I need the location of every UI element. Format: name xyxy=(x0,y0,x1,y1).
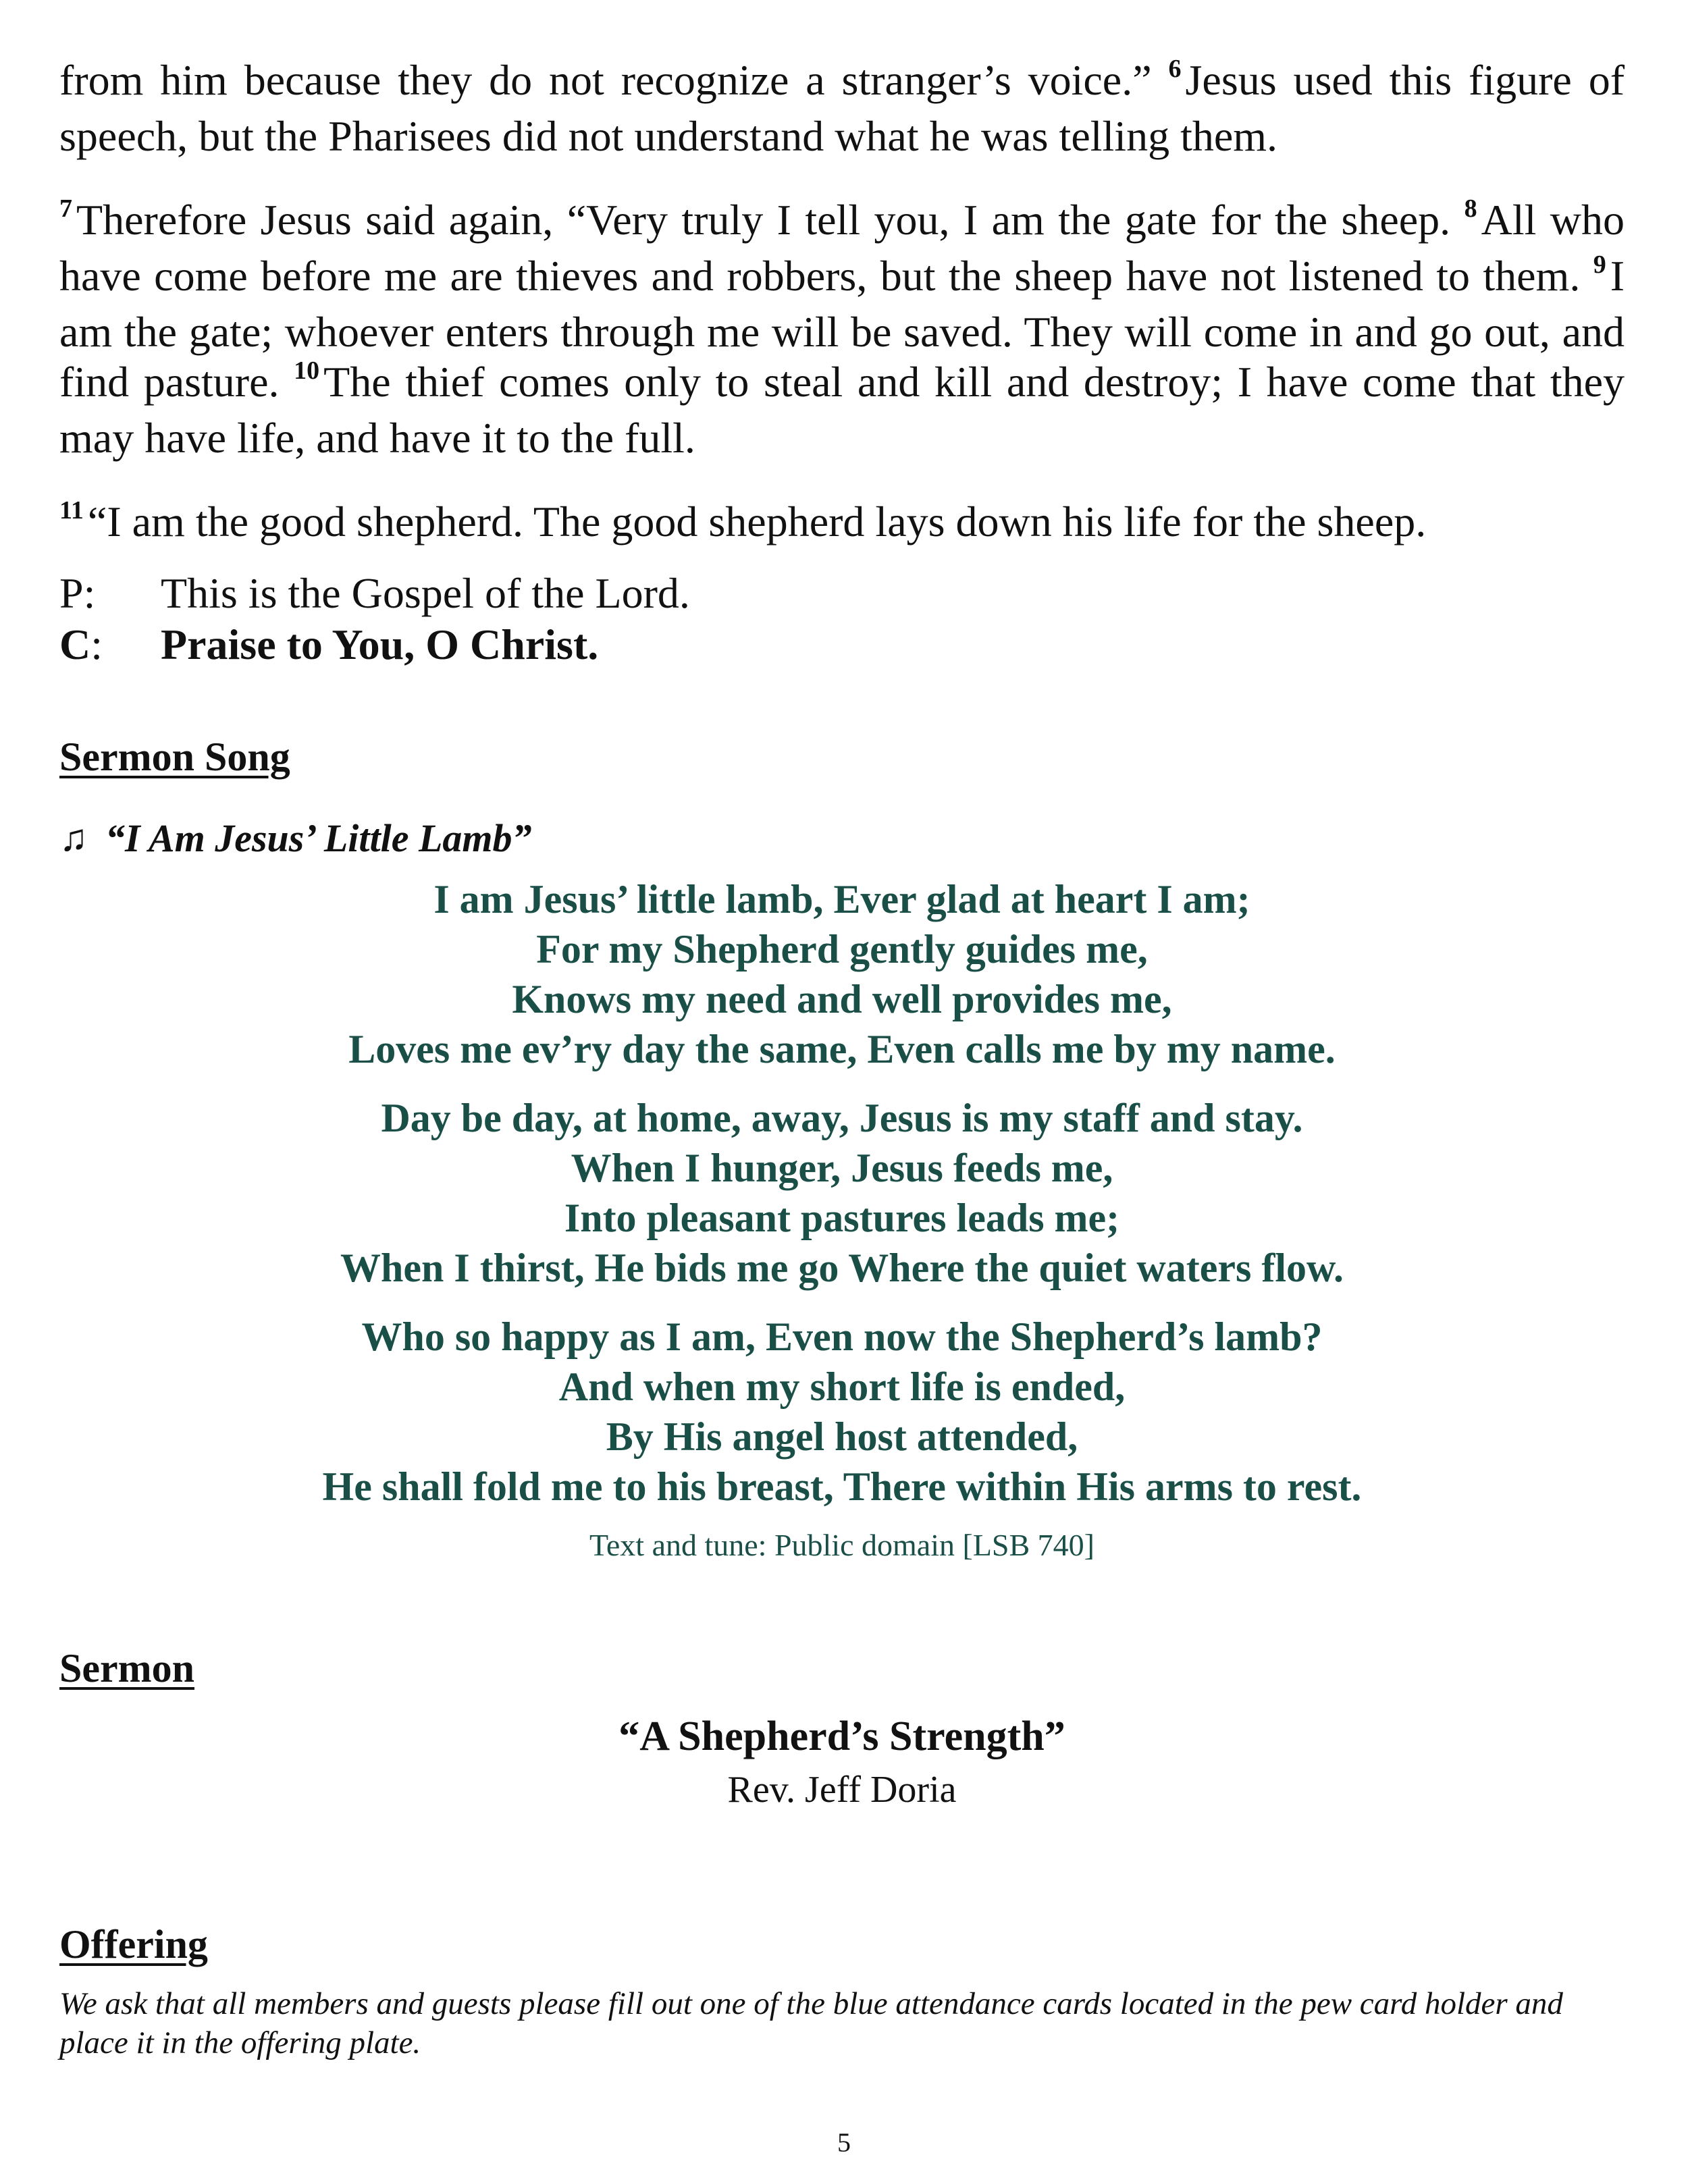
hymn-line: For my Shepherd gently guides me, xyxy=(536,927,1148,971)
hymn-stanza-3 xyxy=(59,1312,1625,1512)
congregation-colon: : xyxy=(90,620,103,668)
reading-text: “I am the good shepherd. The good shepherd lays down his life for the sheep. xyxy=(87,498,1427,545)
pastor-text: This is the Gospel of the Lord. xyxy=(161,569,690,617)
verse-number: 8 xyxy=(1464,194,1477,223)
hymn-line: By His angel host attended, xyxy=(606,1414,1078,1459)
hymn-credit: Text and tune: Public domain [LSB 740] xyxy=(589,1528,1095,1562)
sermon-preacher: Rev. Jeff Doria xyxy=(727,1769,957,1811)
hymn-stanza-2 xyxy=(59,1093,1625,1293)
hymn-line: Loves me ev’ry day the same, Even calls me by my name. xyxy=(348,1027,1336,1071)
verse-number: 7 xyxy=(59,194,72,223)
reading-text: Therefore Jesus said again, “Very truly I tell you, I am the gate for the sheep. xyxy=(76,196,1465,244)
pastor-label: P: xyxy=(59,569,96,617)
responsory xyxy=(59,568,1625,670)
reading-text: The thief comes only to steal and kill and destroy; I have come that they may have life, and have it to the full. xyxy=(59,358,1625,462)
verse-number: 9 xyxy=(1593,250,1606,279)
hymn-title-line xyxy=(59,816,1625,861)
hymn-line: When I hunger, Jesus feeds me, xyxy=(571,1146,1113,1190)
pastor-line xyxy=(59,568,1625,619)
hymn-line: Day be day, at home, away, Jesus is my staff and stay. xyxy=(381,1096,1303,1140)
verse-number: 6 xyxy=(1168,55,1182,83)
music-note-icon: ♫ xyxy=(59,817,88,859)
congregation-letter: C xyxy=(59,620,91,668)
reading-paragraph-2 xyxy=(59,195,1625,463)
reading-text: from him because they do not recognize a stranger’s voice.” xyxy=(59,56,1169,104)
hymn-line: When I thirst, He bids me go Where the quiet waters flow. xyxy=(340,1246,1344,1290)
congregation-text: Praise to You, O Christ. xyxy=(161,620,599,668)
hymn-lyrics xyxy=(59,874,1625,1512)
verse-number: 10 xyxy=(294,356,320,385)
sermon-song-heading: Sermon Song xyxy=(59,735,290,779)
offering-heading: Offering xyxy=(59,1922,208,1967)
reading-text: Jesus used this figure of speech, but the Pharisees did not understand what he was telling them. xyxy=(59,56,1625,160)
hymn-title: “I Am Jesus’ Little Lamb” xyxy=(105,816,532,860)
hymn-line: And when my short life is ended, xyxy=(558,1364,1126,1409)
hymn-line: Knows my need and well provides me, xyxy=(512,977,1172,1021)
bulletin-page xyxy=(59,55,1625,2062)
reading-text: All who have come before me are thieves and robbers, but the sheep have not listened to them. xyxy=(59,196,1625,300)
offering-instructions: We ask that all members and guests please fill out one of the blue attendance cards located in the pew card holder and place it in the offering plate. xyxy=(59,1986,1563,2060)
reading-paragraph-3 xyxy=(59,497,1625,553)
hymn-line: Who so happy as I am, Even now the Shepherd’s lamb? xyxy=(361,1314,1323,1359)
page-number: 5 xyxy=(837,2127,851,2158)
hymn-line: He shall fold me to his breast, There within His arms to rest. xyxy=(322,1464,1362,1509)
reading-text: I am the gate; whoever enters through me will be saved. They will come in and go out, and find pasture. xyxy=(59,252,1625,406)
reading-paragraph-1 xyxy=(59,55,1625,161)
hymn-line: I am Jesus’ little lamb, Ever glad at heart I am; xyxy=(433,877,1250,922)
verse-number: 11 xyxy=(59,496,84,525)
sermon-heading: Sermon xyxy=(59,1646,194,1690)
congregation-line xyxy=(59,619,1625,670)
sermon-title: “A Shepherd’s Strength” xyxy=(618,1713,1065,1759)
congregation-label xyxy=(59,619,161,670)
hymn-stanza-1 xyxy=(59,874,1625,1074)
hymn-line: Into pleasant pastures leads me; xyxy=(564,1196,1120,1240)
